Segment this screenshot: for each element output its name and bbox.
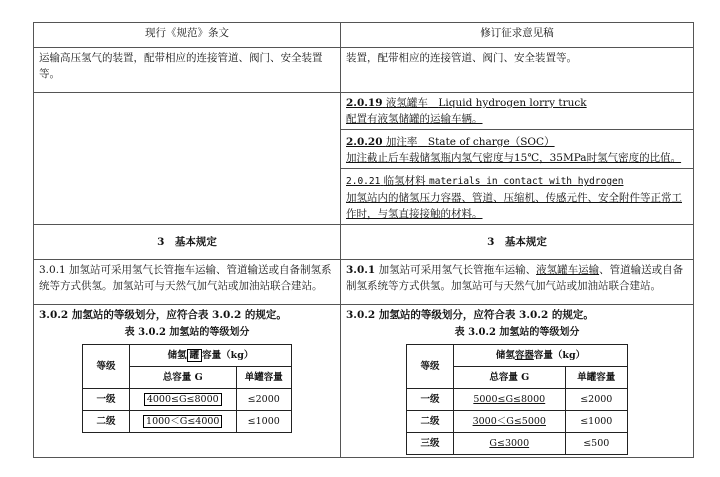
clause-301-left: 3.0.1 加氢站可采用氢气长管拖车运输、管道输送或自备制氢系统等方式供氢。加氢站可与天然气加气站或加油站联合建站。 — [34, 260, 341, 305]
boxed-char: 罐 — [187, 349, 203, 362]
clause-302-right — [341, 305, 694, 458]
term-name: 液氢罐车 — [385, 97, 428, 109]
total-cell: 4000≤G≤8000 — [144, 393, 222, 406]
group-label: 储氢 — [167, 350, 187, 361]
grade-row — [83, 411, 292, 433]
total-cell: G≤3000 — [454, 433, 566, 455]
inserted-text: 液氢罐车运输 — [536, 264, 600, 276]
row1-left: 运输高压氢气的装置，配带相应的连接管道、阀门、安全装置等。 — [34, 48, 341, 93]
grade-cell: 一级 — [407, 389, 454, 411]
term-number: 2.0.19 — [346, 97, 383, 109]
col-total: 总容量 G — [130, 367, 237, 389]
chapter-row — [34, 225, 694, 260]
table-row — [34, 48, 694, 93]
single-cell: ≤1000 — [565, 411, 627, 433]
group-label: 容量（kg） — [533, 350, 586, 361]
term-number: 2.0.21 — [346, 176, 381, 187]
col-grade: 等级 — [83, 345, 130, 389]
grade-row — [407, 389, 628, 411]
total-cell: 3000＜G≤5000 — [454, 411, 566, 433]
new-terms-cell — [341, 93, 694, 225]
term-2-0-21 — [341, 171, 693, 224]
new-terms-left-empty — [34, 93, 341, 225]
group-label: 容量（kg） — [202, 350, 254, 361]
term-number: 2.0.20 — [346, 136, 383, 148]
table-row — [34, 260, 694, 305]
term-name: 临氢材料 — [383, 175, 426, 187]
col-grade: 等级 — [407, 345, 454, 389]
grade-row — [83, 389, 292, 411]
total-cell: 5000≤G≤8000 — [454, 389, 566, 411]
col-total: 总容量 G — [454, 367, 566, 389]
term-2-0-19 — [341, 93, 693, 130]
grade-table-current — [82, 344, 292, 433]
term-name: 加注率 — [385, 136, 418, 148]
clause-text: 、管道输送或自备制氢系统等方式供氢。加氢站可与天然气加气站或加油站联合建站。 — [346, 264, 684, 292]
grade-row — [407, 433, 628, 455]
grade-cell: 三级 — [407, 433, 454, 455]
grade-row — [407, 411, 628, 433]
chapter-right: 3 基本规定 — [341, 225, 694, 260]
row1-right: 装置，配带相应的连接管道、阀门、安全装置等。 — [341, 48, 694, 93]
clause-302-left — [34, 305, 341, 458]
single-cell: ≤500 — [565, 433, 627, 455]
term-english: Liquid hydrogen lorry truck — [438, 97, 587, 109]
clause-number: 3.0.1 — [346, 264, 376, 276]
header-current: 现行《规范》条文 — [34, 23, 341, 48]
col-group-capacity — [130, 345, 292, 367]
term-english: materials in contact with hydrogen — [429, 176, 624, 187]
header-revision: 修订征求意见稿 — [341, 23, 694, 48]
single-cell: ≤2000 — [236, 389, 292, 411]
table-caption: 表 3.0.2 加氢站的等级划分 — [124, 327, 250, 338]
term-english: State of charge（SOC） — [427, 136, 555, 148]
table-caption: 表 3.0.2 加氢站的等级划分 — [454, 327, 580, 338]
comparison-table — [33, 22, 694, 458]
table-row — [34, 305, 694, 458]
clause-text: 加氢站可采用氢气长管拖车运输、 — [375, 264, 537, 276]
col-single: 单罐容量 — [236, 367, 292, 389]
term-2-0-20 — [341, 132, 693, 169]
grade-cell: 二级 — [83, 411, 130, 433]
grade-cell: 一级 — [83, 389, 130, 411]
grade-cell: 二级 — [407, 411, 454, 433]
clause-text: 3.0.2 加氢站的等级划分，应符合表 3.0.2 的规定。 — [346, 309, 594, 321]
single-cell: ≤2000 — [565, 389, 627, 411]
term-definition: 加氢站内的储氢压力容器、管道、压缩机、传感元件、安全附件等正常工作时，与氢直接接触的材料。 — [346, 192, 682, 220]
single-cell: ≤1000 — [236, 411, 292, 433]
table-row — [34, 93, 694, 225]
grade-table-revised — [406, 344, 628, 455]
chapter-left: 3 基本规定 — [34, 225, 341, 260]
term-definition: 加注截止后车载储氢瓶内氢气密度与15℃，35MPa时氢气密度的比值。 — [346, 152, 682, 164]
total-cell: 1000＜G≤4000 — [143, 415, 222, 428]
group-label: 储氢 — [495, 350, 515, 361]
col-single: 单罐容量 — [565, 367, 627, 389]
inserted-text: 容器 — [514, 350, 534, 361]
col-group-capacity — [454, 345, 628, 367]
clause-301-right — [341, 260, 694, 305]
clause-text: 3.0.2 加氢站的等级划分，应符合表 3.0.2 的规定。 — [39, 309, 287, 321]
term-definition: 配置有液氢储罐的运输车辆。 — [346, 113, 483, 125]
header-row — [34, 23, 694, 48]
